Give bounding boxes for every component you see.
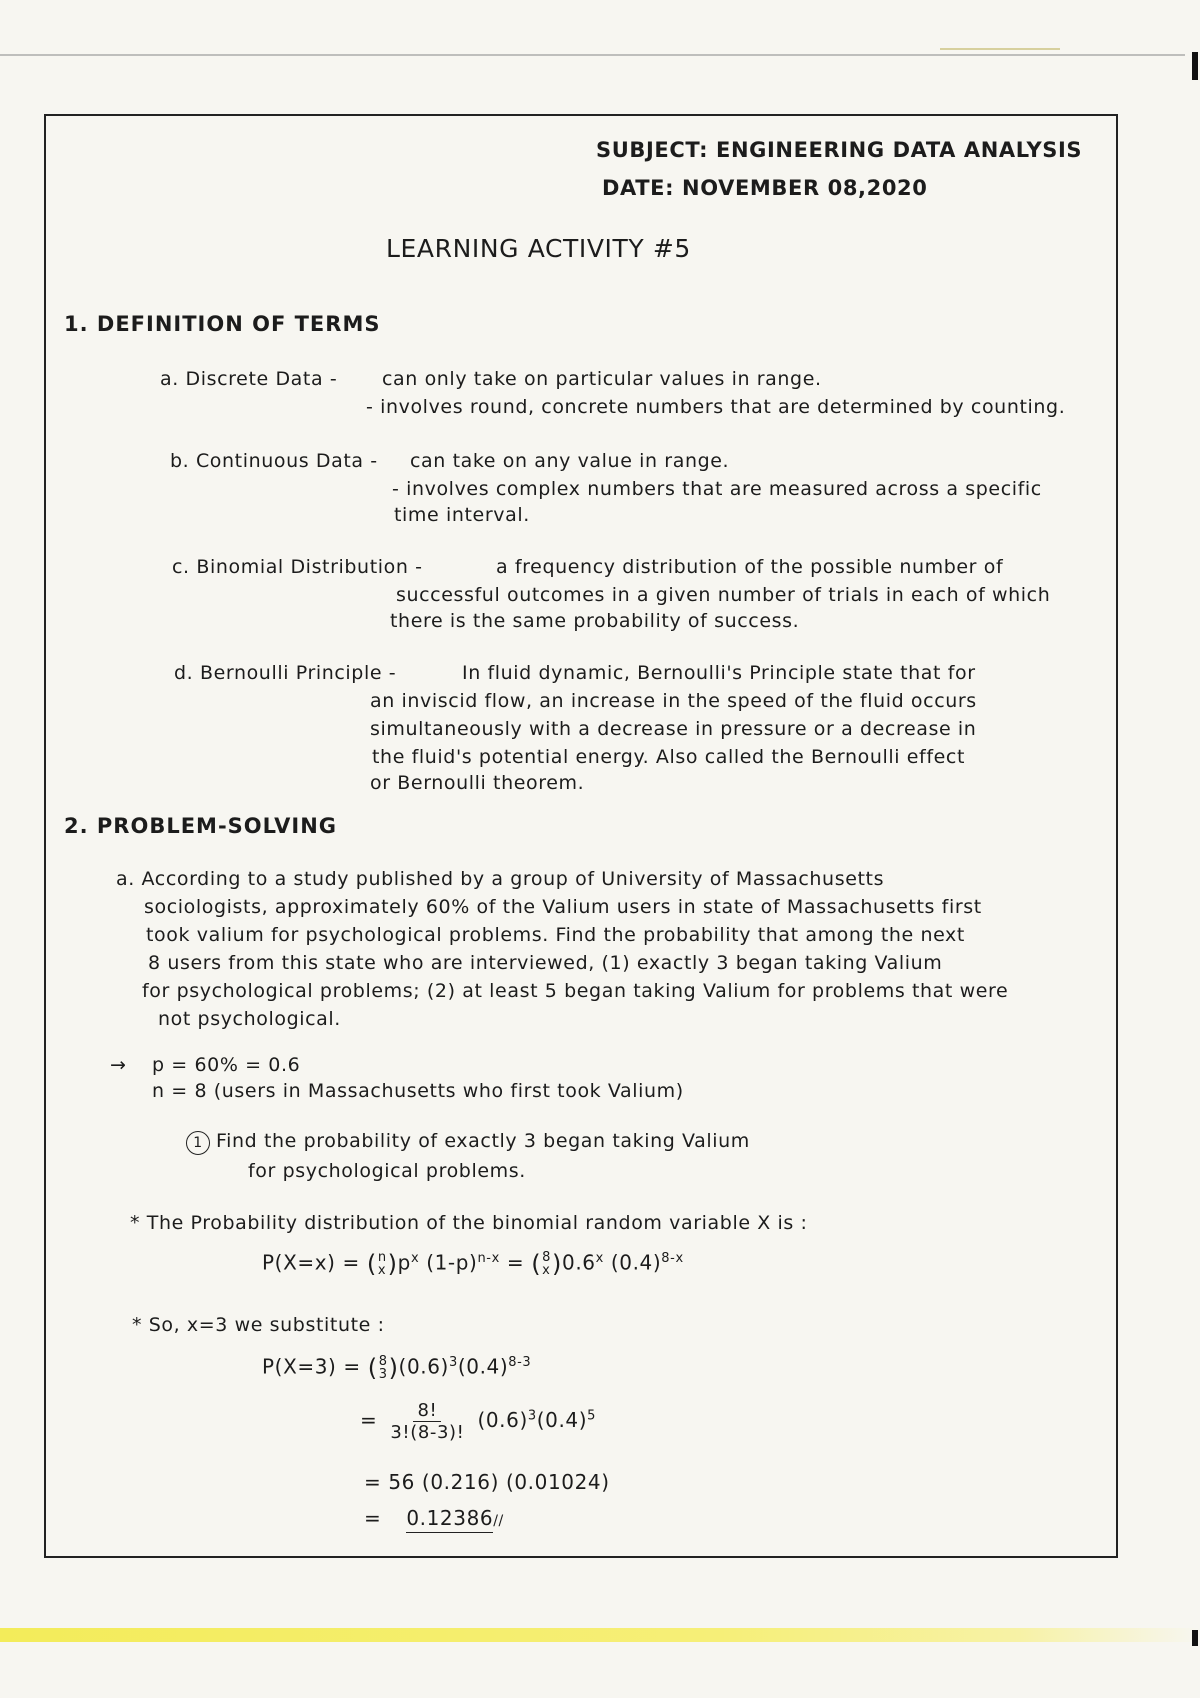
subject-line: SUBJECT: ENGINEERING DATA ANALYSIS: [596, 138, 1083, 162]
definition-line: there is the same probability of success.: [390, 610, 800, 632]
definition-line: can take on any value in range.: [410, 450, 730, 472]
section-heading-definitions: 1. DEFINITION OF TERMS: [64, 312, 381, 336]
scan-edge-mark: [1192, 52, 1198, 80]
problem-line: a. According to a study published by a group of University of Massachusetts: [116, 868, 885, 890]
page-title: LEARNING ACTIVITY #5: [386, 234, 691, 263]
problem-line: took valium for psychological problems. Find the probability that among the next: [146, 924, 965, 946]
part-1-line: for psychological problems.: [248, 1160, 526, 1182]
term-label: d. Bernoulli Principle -: [174, 662, 397, 684]
distribution-note: * The Probability distribution of the binomial random variable X is :: [130, 1212, 808, 1234]
solution-step-2: = $\frac{8!}{3!(8-3)!}$ $(0.6)^3(0.4)^5$: [360, 1400, 597, 1443]
term-label: a. Discrete Data -: [160, 368, 338, 390]
definition-line: the fluid's potential energy. Also called the Bernoulli effect: [372, 746, 965, 768]
definition-line: can only take on particular values in range.: [382, 368, 822, 390]
definition-line: simultaneously with a decrease in pressure or a decrease in: [370, 718, 977, 740]
term-label: c. Binomial Distribution -: [172, 556, 423, 578]
scan-edge-line: [0, 54, 1185, 56]
arrow-icon: →: [110, 1054, 127, 1076]
definition-line: In fluid dynamic, Bernoulli's Principle state that for: [462, 662, 976, 684]
problem-line: not psychological.: [158, 1008, 341, 1030]
scan-highlight-dash: [940, 48, 1060, 50]
solution-step-3: = 56 (0.216) (0.01024): [364, 1470, 610, 1494]
binomial-formula: P(X=x) = ( n x )$p^x$ $(1-p)^{n-x}$ = ( 8 x )0.6$^x$ $(0.4)^{8-x}$: [262, 1250, 684, 1278]
substitute-note: * So, x=3 we substitute :: [132, 1314, 385, 1336]
scan-highlight-strip: [0, 1628, 1200, 1642]
part-1-line: Find the probability of exactly 3 began taking Valium: [216, 1130, 750, 1152]
problem-line: for psychological problems; (2) at least 5 began taking Valium for problems that were: [142, 980, 1009, 1002]
solution-step-1: P(X=3) = ( 8 3 )$(0.6)^3(0.4)^{8-3}$: [262, 1354, 532, 1382]
problem-line: 8 users from this state who are interviewed, (1) exactly 3 began taking Valium: [148, 952, 943, 974]
date-line: DATE: NOVEMBER 08,2020: [602, 176, 928, 200]
term-label: b. Continuous Data -: [170, 450, 378, 472]
given-n: n = 8 (users in Massachusetts who first took Valium): [152, 1080, 684, 1102]
definition-line: time interval.: [394, 504, 530, 526]
definition-line: a frequency distribution of the possible number of: [496, 556, 1004, 578]
definition-line: - involves round, concrete numbers that are determined by counting.: [366, 396, 1066, 418]
definition-line: an inviscid flow, an increase in the speed of the fluid occurs: [370, 690, 977, 712]
binomial-coefficient: ( 8 x ): [531, 1250, 562, 1278]
circled-number: 1: [186, 1131, 210, 1155]
problem-line: sociologists, approximately 60% of the Valium users in state of Massachusetts first: [144, 896, 982, 918]
definition-line: - involves complex numbers that are measured across a specific: [392, 478, 1042, 500]
binomial-coefficient: ( 8 3 ): [367, 1354, 399, 1382]
part-1-label: [186, 1130, 750, 1155]
final-answer: 0.12386: [406, 1506, 493, 1533]
definition-line: successful outcomes in a given number of trials in each of which: [396, 584, 1051, 606]
factorial-fraction: $\frac{8!}{3!(8-3)!}$: [390, 1400, 465, 1443]
section-heading-problem-solving: 2. PROBLEM-SOLVING: [64, 814, 338, 838]
given-p: p = 60% = 0.6: [152, 1054, 301, 1076]
definition-line: or Bernoulli theorem.: [370, 772, 585, 794]
scan-edge-mark-bottom: [1192, 1630, 1198, 1646]
binomial-coefficient: ( n x ): [366, 1250, 398, 1278]
answer-mark: //: [493, 1513, 504, 1529]
solution-step-4: = 0.12386//: [364, 1506, 504, 1530]
